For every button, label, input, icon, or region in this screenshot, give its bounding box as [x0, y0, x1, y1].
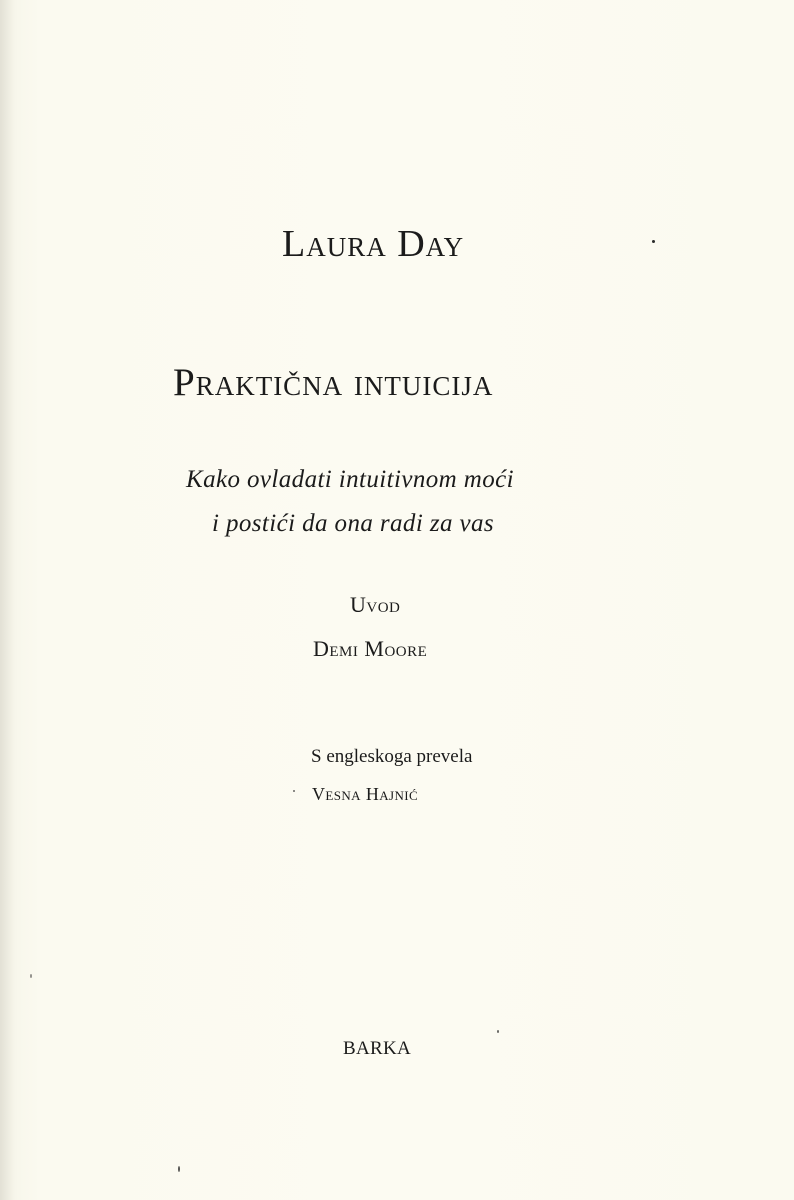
paper-speck — [497, 1030, 499, 1033]
publisher-name: BARKA — [343, 1038, 412, 1059]
subtitle-line-1: Kako ovladati intuitivnom moći — [186, 466, 514, 493]
author-name: Laura Day — [282, 223, 465, 265]
binding-shadow — [0, 0, 14, 1200]
introduction-label: Uvod — [350, 592, 401, 617]
introduction-author: Demi Moore — [313, 636, 428, 661]
paper-speck — [652, 240, 655, 243]
paper-speck — [30, 974, 32, 978]
translator-name: Vesna Hajnić — [312, 784, 419, 804]
subtitle-line-2: i postići da ona radi za vas — [212, 510, 495, 537]
translator-label: S engleskoga prevela — [311, 746, 473, 767]
book-title: Praktična intuicija — [173, 361, 494, 404]
paper-speck — [178, 1166, 180, 1172]
paper-speck — [293, 790, 295, 792]
